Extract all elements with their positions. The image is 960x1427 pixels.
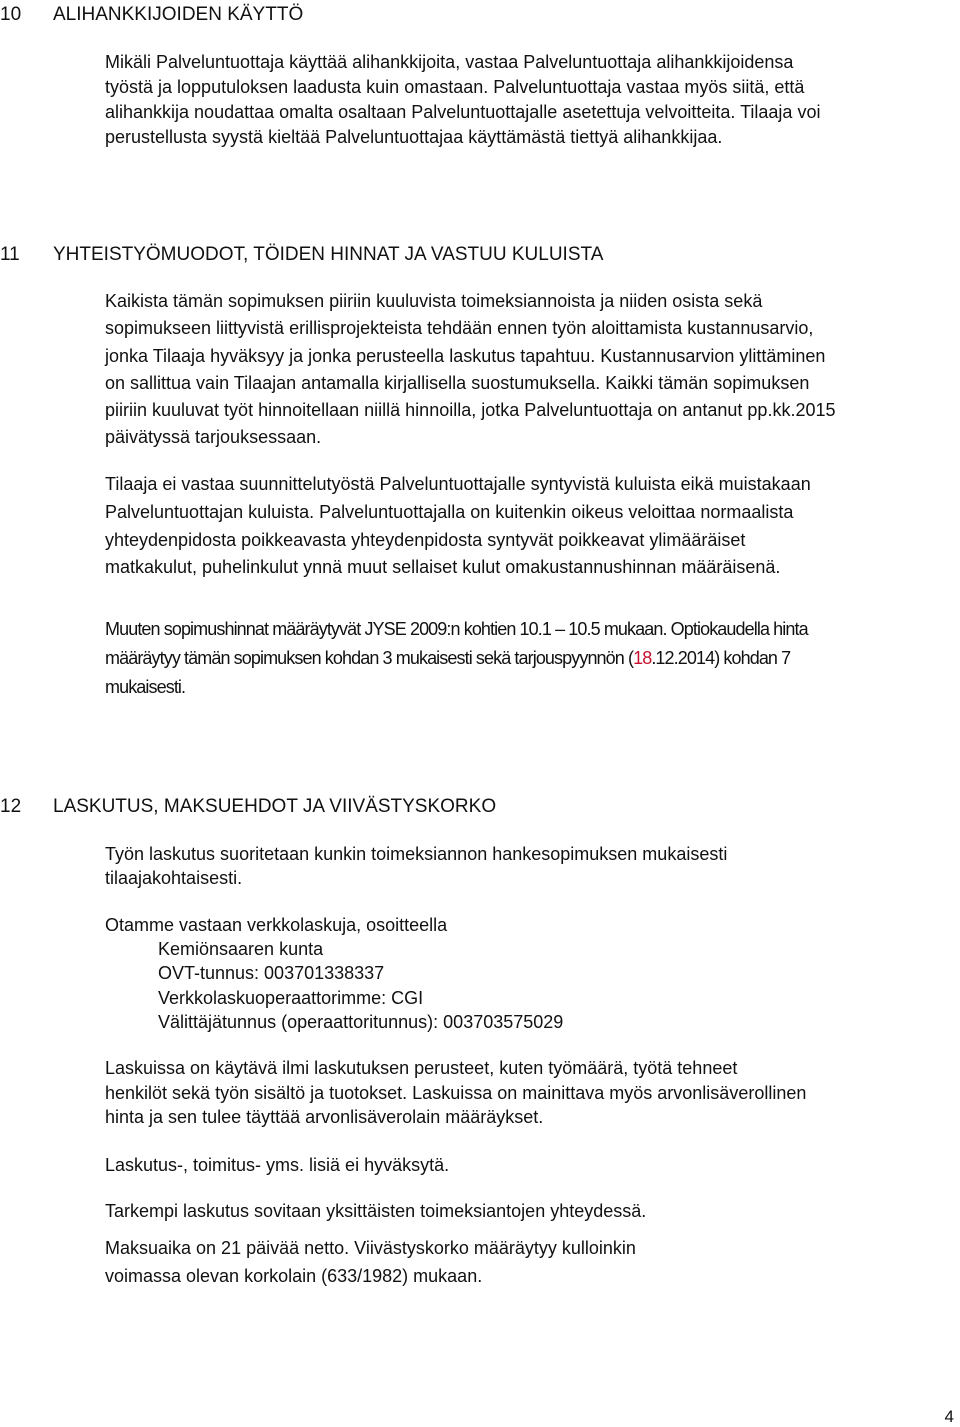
section-12-address xyxy=(105,913,950,1034)
section-12-paragraph-1 xyxy=(105,842,950,890)
text-line: työstä ja lopputuloksen laadusta kuin omastaan. Palveluntuottaja vastaa myös siitä, että xyxy=(105,77,805,97)
page-number: 4 xyxy=(944,1407,954,1426)
text-segment: määräytyy tämän sopimuksen kohdan 3 mukaisesti sekä tarjouspyynnön ( xyxy=(105,648,634,668)
section-number: 12 xyxy=(0,796,22,817)
address-line: Verkkolaskuoperaattorimme: CGI xyxy=(158,987,424,1008)
text-line: tilaajakohtaisesti. xyxy=(105,868,243,888)
text-line: alihankkija noudattaa omalta osaltaan Palveluntuottajalle asetettuja velvoitteita. Tilaaja voi xyxy=(105,102,821,122)
text-line: päivätyssä tarjouksessaan. xyxy=(105,427,322,448)
address-line: Välittäjätunnus (operaattoritunnus): 003703575029 xyxy=(158,1011,564,1032)
section-10-paragraph xyxy=(105,50,950,150)
text-line: on sallittua vain Tilaajan antamalla kirjallisella suostumuksella. Kaikki tämän sopimuksen xyxy=(105,372,810,393)
section-11-paragraph-1 xyxy=(105,288,950,452)
text-line: perustellusta syystä kieltää Palveluntuottajaa käyttämästä tiettyä alihankkijaa. xyxy=(105,127,723,147)
text-line: hinta ja sen tulee täyttää arvonlisäverolain määräykset. xyxy=(105,1107,544,1127)
text-line: henkilöt sekä työn sisältö ja tuotokset. Laskuissa on mainittava myös arvonlisäverollinen xyxy=(105,1082,807,1103)
text-line: jonka Tilaaja hyväksyy ja jonka perusteella laskutus tapahtuu. Kustannusarvion ylittäminen xyxy=(105,345,826,366)
text-line: Tilaaja ei vastaa suunnittelutyöstä Palveluntuottajalle syntyvistä kuluista eikä muistakaan xyxy=(105,474,811,494)
section-title: LASKUTUS, MAKSUEHDOT JA VIIVÄSTYSKORKO xyxy=(53,796,497,817)
highlighted-date-day: 18 xyxy=(633,648,652,668)
address-line: OVT-tunnus: 003701338337 xyxy=(158,963,385,984)
section-number: 10 xyxy=(0,4,22,25)
section-title: ALIHANKKIJOIDEN KÄYTTÖ xyxy=(53,4,304,25)
text-line: sopimukseen liittyvistä erillisprojekteista tehdään ennen työn aloittamista kustannusarvio, xyxy=(105,318,814,339)
section-12-paragraph-5 xyxy=(105,1234,950,1290)
address-line: Kemiönsaaren kunta xyxy=(158,939,324,960)
text-line: mukaisesti. xyxy=(105,677,186,697)
section-12-paragraph-3 xyxy=(105,1153,950,1177)
text-line: Laskuissa on käytävä ilmi laskutuksen perusteet, kuten työmäärä, työtä tehneet xyxy=(105,1058,738,1078)
section-12-paragraph-4 xyxy=(105,1199,950,1223)
text-line: voimassa olevan korkolain (633/1982) mukaan. xyxy=(105,1266,483,1286)
section-title: YHTEISTYÖMUODOT, TÖIDEN HINNAT JA VASTUU KULUISTA xyxy=(53,244,604,265)
address-intro: Otamme vastaan verkkolaskuja, osoitteella xyxy=(105,915,448,935)
section-number: 11 xyxy=(0,244,20,265)
text-line: piiriin kuuluvat työt hinnoitellaan niillä hinnoilla, jotka Palveluntuottaja on antanut pp.kk.2015 xyxy=(105,400,836,421)
text-line: Kaikista tämän sopimuksen piiriin kuuluvista toimeksiannoista ja niiden osista sekä xyxy=(105,291,763,311)
text-line: matkakulut, puhelinkulut ynnä muut sellaiset kulut omakustannushinnan määräisenä. xyxy=(105,557,781,578)
text-line: Työn laskutus suoritetaan kunkin toimeksiannon hankesopimuksen mukaisesti xyxy=(105,844,728,864)
text-line xyxy=(105,644,950,673)
text-line: Mikäli Palveluntuottaja käyttää alihankkijoita, vastaa Palveluntuottaja alihankkijoidensa xyxy=(105,52,794,72)
text-line: Tarkempi laskutus sovitaan yksittäisten toimeksiantojen yhteydessä. xyxy=(105,1201,647,1221)
text-line: Muuten sopimushinnat määräytyvät JYSE 2009:n kohtien 10.1 – 10.5 mukaan. Optiokaudella hinta xyxy=(105,619,808,639)
text-line: Laskutus-, toimitus- yms. lisiä ei hyväksytä. xyxy=(105,1155,450,1175)
text-line: Palveluntuottajan kuluista. Palveluntuottajalla on kuitenkin oikeus veloittaa normaalista xyxy=(105,501,794,522)
section-11-paragraph-2 xyxy=(105,471,950,582)
text-line: yhteydenpidosta poikkeavasta yhteydenpidosta syntyvät poikkeavat ylimääräiset xyxy=(105,529,746,550)
section-12-paragraph-2 xyxy=(105,1056,950,1130)
text-line: Maksuaika on 21 päivää netto. Viivästyskorko määräytyy kulloinkin xyxy=(105,1238,636,1258)
text-segment: .12.2014) kohdan 7 xyxy=(651,648,791,668)
section-11-paragraph-3 xyxy=(105,615,950,702)
